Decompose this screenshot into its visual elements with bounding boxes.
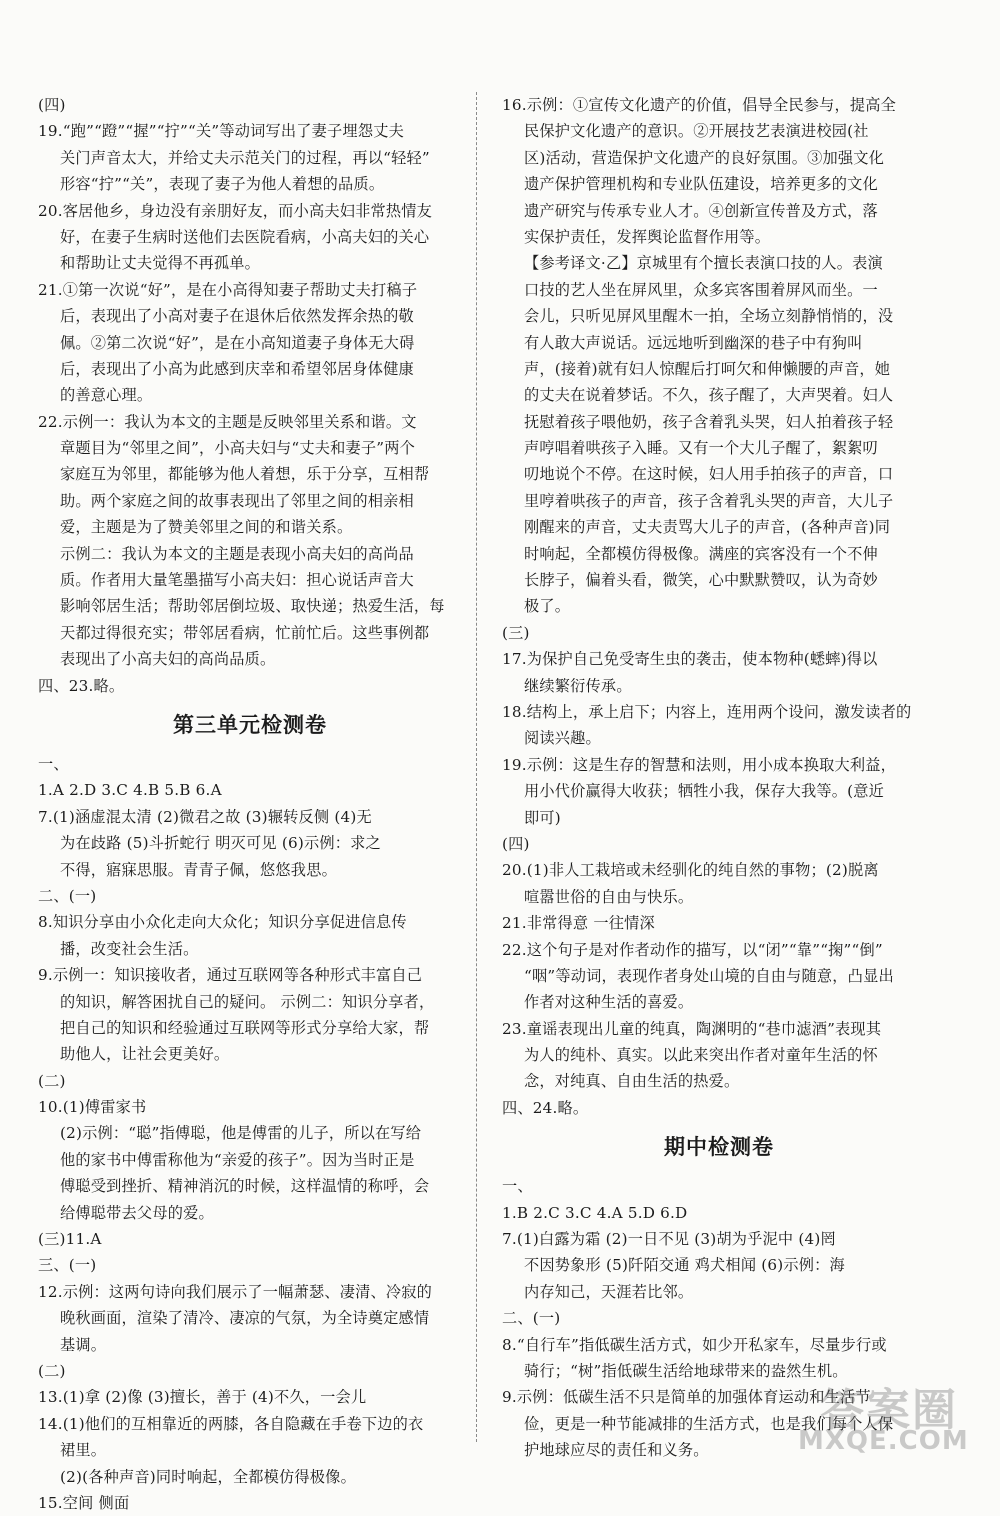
- answer-line: 家庭互为邻里，都能够为他人着想，乐于分享，互相帮: [60, 465, 430, 484]
- answer-line: 助。两个家庭之间的故事表现出了邻里之间的相亲相: [60, 491, 414, 510]
- answer-line: 里哼着哄孩子的声音，孩子含着乳头哭的声音，大儿子: [524, 491, 894, 510]
- answer-line: 护地球应尽的责任和义务。: [524, 1441, 709, 1460]
- answer-line: (三): [502, 623, 530, 642]
- answer-line: 作者对这种生活的喜爱。: [524, 993, 694, 1012]
- answer-line: 的善意心理。: [60, 386, 153, 405]
- answer-line: 7.(1)涵虚混太清 (2)微君之故 (3)辗转反侧 (4)无: [38, 807, 372, 826]
- answer-line: 1.A 2.D 3.C 4.B 5.B 6.A: [38, 781, 222, 800]
- answer-line: 用小代价赢得大收获；牺牲小我，保存大我等。(意近: [524, 782, 885, 801]
- answer-line: 遗产保护管理机构和专业队伍建设，培养更多的文化: [524, 175, 878, 194]
- answer-line: 20.(1)非人工栽培或未经驯化的纯自然的事物；(2)脱离: [502, 861, 879, 880]
- unit-two-answers: [30, 92, 470, 699]
- answer-line: 19.示例：这是生存的智慧和法则，用小成本换取大利益，: [502, 755, 897, 774]
- answer-line: (四): [502, 834, 530, 853]
- answer-line: 13.(1)拿 (2)像 (3)擅长，善于 (4)不久，一会儿: [38, 1388, 367, 1407]
- answer-line: 骑行；“树”指低碳生活给地球带来的盎然生机。: [524, 1361, 848, 1380]
- answer-line: 16.示例：①宣传文化遗产的价值，倡导全民参与，提高全: [502, 96, 897, 114]
- answer-line: 他的家书中傅雷称他为“亲爱的孩子”。因为当时正是: [60, 1150, 415, 1169]
- answer-line: 刚醒来的声音，丈夫责骂大儿子的声音，(各种声音)同: [524, 518, 891, 537]
- answer-line: 好，在妻子生病时送他们去医院看病，小高夫妇的关心: [60, 227, 430, 246]
- answer-line: 时响起，全都模仿得极像。满座的宾客没有一个不伸: [524, 544, 878, 563]
- answer-line: 声，(接着)就有妇人惊醒后打呵欠和伸懒腰的声音，她: [524, 359, 891, 378]
- answer-line: 8.知识分享由小众化走向大众化；知识分享促进信息传: [38, 913, 407, 932]
- answer-line: 裙里。: [60, 1441, 107, 1460]
- answer-line: 遗产研究与传承专业人才。④创新宣传普及方式，落: [524, 201, 878, 220]
- answer-line: 三、(一): [38, 1256, 97, 1275]
- answer-line: (2)(各种声音)同时响起，全都模仿得极像。: [60, 1467, 356, 1486]
- answer-line: 10.(1)傅雷家书: [38, 1098, 147, 1117]
- unit-three-answers-continued: [494, 92, 944, 1121]
- answer-line: 和帮助让丈夫觉得不再孤单。: [60, 254, 261, 273]
- answer-line: 影响邻居生活；帮助邻居倒垃圾、取快递；热爱生活，每: [60, 597, 445, 616]
- answer-line: 爱，主题是为了赞美邻里之间的和谐关系。: [60, 518, 353, 537]
- answer-line: 为人的纯朴、真实。以此来突出作者对童年生活的怀: [524, 1046, 878, 1065]
- answer-line: (二): [38, 1361, 66, 1380]
- answer-line: 二、(一): [502, 1309, 561, 1328]
- answer-line: 阅读兴趣。: [524, 729, 601, 748]
- answer-line: 会儿，只听见屏风里醒木一拍，全场立刻静悄悄的，没: [524, 307, 894, 326]
- answer-line: 的丈夫在说着梦话。不久，孩子醒了，大声哭着。妇人: [524, 386, 894, 405]
- midterm-test-title: 期中检测卷: [664, 1135, 774, 1160]
- answer-line: 有人敢大声说话。远远地听到幽深的巷子中有狗叫: [524, 333, 863, 352]
- answer-line: 一、: [502, 1177, 533, 1196]
- answer-line: 9.示例一：知识接收者，通过互联网等各种形式丰富自己: [38, 966, 423, 985]
- answer-line: 把自己的知识和经验通过互联网等形式分享给大家，帮: [60, 1018, 430, 1037]
- answer-line: 一、: [38, 754, 69, 773]
- answer-line: 12.示例：这两句诗向我们展示了一幅萧瑟、凄清、冷寂的: [38, 1282, 433, 1301]
- answer-line: 22.这个句子是对作者动作的描写，以“闭”“靠”“掬”“倒”: [502, 940, 883, 959]
- answer-line: 口技的艺人坐在屏风里，众多宾客围着屏风而坐。一: [524, 280, 878, 299]
- answer-line: 21.非常得意 一往情深: [502, 914, 655, 933]
- answer-line: (三)11.A: [38, 1230, 102, 1249]
- answer-line: 关门声音太大，并给丈夫示范关门的过程，再以“轻轻”: [60, 148, 430, 167]
- answer-line: 1.B 2.C 3.C 4.A 5.D 6.D: [502, 1203, 688, 1222]
- answer-line: 18.结构上，承上启下；内容上，连用两个设问，激发读者的: [502, 702, 912, 721]
- answer-line: 17.为保护自己免受寄生虫的袭击，使本物种(蟋蟀)得以: [502, 650, 878, 669]
- answer-line: 质。作者用大量笔墨描写小高夫妇：担心说话声音大: [60, 571, 414, 590]
- answer-line: 即可): [524, 808, 561, 827]
- answer-line: 助他人，让社会更美好。: [60, 1045, 230, 1064]
- answer-line: 的知识，解答困扰自己的疑问。 示例二：知识分享者，: [60, 992, 435, 1011]
- watermark-url-text: MXQE.COM: [798, 1426, 969, 1456]
- watermark-logo: [790, 1374, 986, 1456]
- answer-line: 后，表现出了小高为此感到庆幸和希望邻居身体健康: [60, 359, 414, 378]
- answer-line: 区)活动，营造保护文化遗产的良好氛围。③加强文化: [524, 148, 885, 167]
- answer-line: 喧嚣世俗的自由与快乐。: [524, 887, 694, 906]
- answer-line: 形容“拧”“关”，表现了妻子为他人着想的品质。: [60, 175, 385, 194]
- right-column: [494, 92, 944, 1464]
- left-column: [30, 92, 470, 1516]
- answer-line: 后，表现出了小高对妻子在退休后依然发挥余热的敬: [60, 307, 414, 326]
- answer-line: 【参考译文·乙】京城里有个擅长表演口技的人。表演: [524, 254, 883, 273]
- answer-line: 晚秋画面，渲染了清冷、凄凉的气氛，为全诗奠定感情: [60, 1309, 430, 1328]
- answer-line: 示例二：我认为本文的主题是表现小高夫妇的高尚品: [60, 544, 414, 563]
- column-divider: [476, 92, 478, 1442]
- answer-line: 给傅聪带去父母的爱。: [60, 1203, 214, 1222]
- answer-line: 四、24.略。: [502, 1098, 589, 1117]
- answer-line: 念，对纯真、自由生活的热爱。: [524, 1072, 740, 1091]
- answer-line: 佩。②第二次说“好”，是在小高知道妻子身体无大碍: [60, 333, 415, 352]
- answer-line: 21.①第一次说“好”，是在小高得知妻子帮助丈夫打稿子: [38, 280, 418, 299]
- answer-line: 不因势象形 (5)阡陌交通 鸡犬相闻 (6)示例：海: [524, 1256, 845, 1275]
- answer-line: 继续繁衍传承。: [524, 676, 632, 695]
- answer-line: 叨地说个不停。在这时候，妇人用手拍孩子的声音，口: [524, 465, 894, 484]
- answer-line: 章题目为“邻里之间”，小高夫妇与“丈夫和妻子”两个: [60, 439, 415, 458]
- answer-line: 天都过得很充实；带邻居看病，忙前忙后。这些事例都: [60, 623, 430, 642]
- answer-line: 长脖子，偏着头看，微笑，心中默默赞叹，认为奇妙: [524, 571, 878, 590]
- answer-line: 15.空间 侧面: [38, 1493, 130, 1512]
- answer-line: 民保护文化遗产的意识。②开展技艺表演进校园(社: [524, 122, 869, 141]
- answer-line: 抚慰着孩子喂他奶，孩子含着乳头哭，妇人拍着孩子轻: [524, 412, 894, 431]
- unit-three-answers: [30, 751, 470, 1516]
- answer-line: 22.示例一：我认为本文的主题是反映邻里关系和谐。文: [38, 412, 417, 431]
- answer-line: 8.“自行车”指低碳生活方式，如少开私家车，尽量步行或: [502, 1335, 887, 1354]
- answer-line: “咽”等动词，表现作者身处山境的自由与随意，凸显出: [524, 966, 894, 985]
- answer-line: 20.客居他乡，身边没有亲朋好友，而小高夫妇非常热情友: [38, 201, 433, 220]
- answer-line: (二): [38, 1071, 66, 1090]
- answer-line: 二、(一): [38, 886, 97, 905]
- answer-line: 14.(1)他们的互相靠近的两膝，各自隐藏在手卷下边的衣: [38, 1414, 424, 1433]
- answer-line: 不得，寤寐思服。青青子佩，悠悠我思。: [60, 860, 337, 879]
- answer-line: 实保护责任，发挥舆论监督作用等。: [524, 227, 771, 246]
- answer-line: 傅聪受到挫折、精神消沉的时候，这样温情的称呼，会: [60, 1177, 430, 1196]
- answer-line: 俭，更是一种节能减排的生活方式，也是我们每个人保: [524, 1414, 894, 1433]
- answer-line: 播，改变社会生活。: [60, 939, 199, 958]
- watermark-top-text: 答案圈: [820, 1385, 958, 1436]
- answer-line: 极了。: [524, 597, 571, 616]
- answer-line: 23.童谣表现出儿童的纯真，陶渊明的“巷巾滤酒”表现其: [502, 1019, 882, 1038]
- answer-line: (四): [38, 96, 66, 114]
- answer-line: 表现出了小高夫妇的高尚品质。: [60, 650, 276, 669]
- answer-line: 基调。: [60, 1335, 107, 1354]
- answer-line: 9.示例：低碳生活不只是简单的加强体育运动和生活节: [502, 1388, 871, 1407]
- unit-three-test-title: 第三单元检测卷: [173, 712, 327, 737]
- answer-line: 为在歧路 (5)斗折蛇行 明灭可见 (6)示例：求之: [60, 834, 381, 853]
- answer-line: 7.(1)白露为霜 (2)一日不见 (3)胡为乎泥中 (4)罔: [502, 1230, 836, 1249]
- answer-line: 声哼唱着哄孩子入睡。又有一个大儿子醒了，絮絮叨: [524, 439, 878, 458]
- answer-line: 内存知己，天涯若比邻。: [524, 1282, 694, 1301]
- answer-line: 19.“跑”“蹬”“握”“拧”“关”等动词写出了妻子埋怨丈夫: [38, 122, 404, 141]
- answer-line: (2)示例：“聪”指傅聪，他是傅雷的儿子，所以在写给: [60, 1124, 422, 1143]
- answer-line: 四、23.略。: [38, 676, 125, 695]
